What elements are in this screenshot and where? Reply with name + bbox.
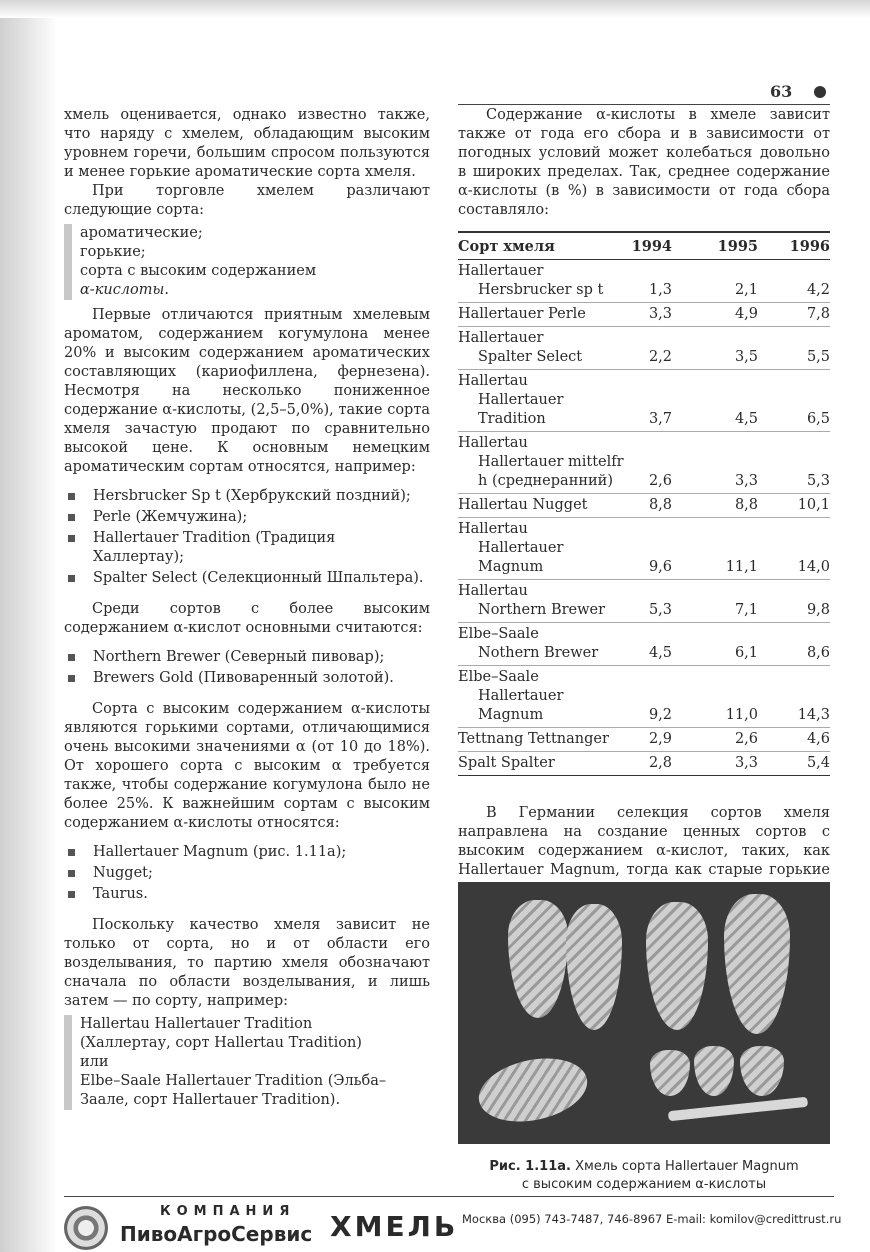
table-body xyxy=(458,260,830,776)
footer-company-name: ПивоАгроСервис xyxy=(120,1222,313,1246)
left-paragraph-5: Сорта с высоким содержанием α-кислоты являются горькими сортами, отличающимися очень высокими значениями α (от 10 до 18%). От хорошего сорта с высоким α требуется также, чтобы содержание когумулона было не более 25%. К важнейшим сортам с высоким содержанием α-кислоты относятся: xyxy=(64,701,430,831)
value-cell: 2,9 xyxy=(626,728,672,752)
figure-label: Рис. 1.11а. xyxy=(489,1159,571,1174)
value-cell: 9,8 xyxy=(758,580,830,623)
table-row xyxy=(458,432,830,494)
region-label: Hallertauer xyxy=(458,330,544,346)
list-item: Northern Brewer (Северный пивовар); xyxy=(64,648,430,667)
value-cell: 5,4 xyxy=(758,752,830,776)
value-cell: 2,6 xyxy=(672,728,758,752)
example-line: Elbe–Saale Hallertauer Tradition (Эльба–Заале, сорт Hallertauer Tradition). xyxy=(80,1073,387,1108)
bullet-square-icon xyxy=(68,891,75,898)
table-row xyxy=(458,623,830,666)
value-cell: 4,5 xyxy=(626,623,672,666)
hop-types-box xyxy=(64,224,430,300)
hop-bract-image xyxy=(650,1050,690,1096)
right-paragraph-2: В Германии селекция сортов хмеля направлена на создание ценных сортов с высоким содержанием α-кислот, таких, как Hallertauer Magnum, тогда как старые горькие xyxy=(458,805,830,878)
page-number-mark-icon xyxy=(814,86,826,98)
bullet-square-icon xyxy=(68,654,75,661)
region-label: Hallertau xyxy=(458,583,528,599)
value-cell: 6,1 xyxy=(672,623,758,666)
table-header-cell: 1996 xyxy=(758,232,830,260)
example-line: Hallertau Hallertauer Tradition xyxy=(80,1016,313,1032)
variety-label: Nothern Brewer xyxy=(478,645,599,661)
region-label: Elbe–Saale xyxy=(458,669,539,685)
value-cell: 3,3 xyxy=(672,432,758,494)
high-alpha-list xyxy=(64,648,430,688)
table-row xyxy=(458,752,830,776)
example-box xyxy=(64,1015,430,1110)
value-cell: 5,5 xyxy=(758,327,830,370)
hop-cone-image xyxy=(566,904,622,1030)
variety-label: Hallertauer Perle xyxy=(458,306,586,322)
table-header-cell: 1995 xyxy=(672,232,758,260)
value-cell: 3,3 xyxy=(672,752,758,776)
page-number: 63 xyxy=(770,82,793,101)
variety-cell xyxy=(458,666,626,728)
left-paragraph-1: хмель оценивается, однако известно также, что наряду с хмелем, обладающим высоким уровнем горечи, большим спросом пользуются и менее горькие ароматические сорта хмеля. xyxy=(64,107,430,180)
value-cell: 2,6 xyxy=(626,432,672,494)
variety-label: Hersbrucker sp t xyxy=(478,282,604,298)
value-cell: 5,3 xyxy=(626,580,672,623)
bullet-square-icon xyxy=(68,535,75,542)
value-cell: 11,1 xyxy=(672,518,758,580)
table-row xyxy=(458,666,830,728)
region-label: Hallertau xyxy=(458,521,528,537)
list-item: Hersbrucker Sp t (Хербрукский поздний); xyxy=(64,487,430,506)
hop-cones-photo xyxy=(458,882,830,1144)
variety-label: Spalt Spalter xyxy=(458,755,555,771)
variety-cell xyxy=(458,327,626,370)
variety-cell xyxy=(458,752,626,776)
hop-type-item: горькие; xyxy=(80,244,146,260)
left-column xyxy=(64,106,430,1116)
bullet-square-icon xyxy=(68,493,75,500)
hop-type-item: ароматические; xyxy=(80,225,203,241)
table-row xyxy=(458,327,830,370)
value-cell: 14,0 xyxy=(758,518,830,580)
table-row xyxy=(458,370,830,432)
table-row xyxy=(458,518,830,580)
value-cell: 2,8 xyxy=(626,752,672,776)
value-cell: 4,6 xyxy=(758,728,830,752)
variety-cell xyxy=(458,728,626,752)
variety-cell xyxy=(458,260,626,303)
list-item: Taurus. xyxy=(64,885,430,904)
hop-bract-image xyxy=(694,1046,734,1096)
hop-type-item: α-кислоты. xyxy=(80,282,169,298)
list-item: Perle (Жемчужина); xyxy=(64,508,430,527)
right-paragraph-1: Содержание α-кислоты в хмеле зависит также от года его сбора и в зависимости от погодных условий может колебаться довольно в широких пределах. Так, среднее содержание α-кислоты (в %) в зависимости от года сбора составляло: xyxy=(458,107,830,218)
table-row xyxy=(458,303,830,327)
bullet-square-icon xyxy=(68,849,75,856)
hop-bract-image xyxy=(740,1046,784,1096)
table-header-cell: 1994 xyxy=(626,232,672,260)
variety-cell xyxy=(458,580,626,623)
value-cell: 4,2 xyxy=(758,260,830,303)
page-top-shadow xyxy=(0,0,870,18)
bullet-square-icon xyxy=(68,575,75,582)
region-label: Hallertau xyxy=(458,435,528,451)
footer-contact: Москва (095) 743-7487, 746-8967 E-mail: komilov@credittrust.ru xyxy=(462,1212,842,1226)
value-cell: 8,6 xyxy=(758,623,830,666)
table-header-cell: Сорт хмеля xyxy=(458,232,626,260)
footer-section-title: ХМЕЛЬ xyxy=(330,1210,459,1243)
left-paragraph-4: Среди сортов с более высоким содержанием α-кислот основными считаются: xyxy=(64,601,430,636)
variety-cell xyxy=(458,623,626,666)
alpha-acid-table xyxy=(458,231,830,776)
value-cell: 2,2 xyxy=(626,327,672,370)
value-cell: 5,3 xyxy=(758,432,830,494)
example-line: (Халлертау, сорт Hallertau Tradition) xyxy=(80,1035,362,1051)
left-paragraph-2: При торговле хмелем различают следующие сорта: xyxy=(64,183,430,218)
variety-label: Hallertauer Magnum xyxy=(478,540,564,575)
bullet-square-icon xyxy=(68,514,75,521)
variety-label: Hallertauer mittelfr h (среднеранний) xyxy=(478,454,624,489)
list-item: Spalter Select (Селекционный Шпальтера). xyxy=(64,569,430,588)
figure-caption xyxy=(458,1158,830,1194)
example-line: или xyxy=(80,1054,109,1070)
variety-label: Hallertauer Magnum xyxy=(478,688,564,723)
variety-cell xyxy=(458,494,626,518)
value-cell: 3,7 xyxy=(626,370,672,432)
variety-cell xyxy=(458,370,626,432)
value-cell: 9,2 xyxy=(626,666,672,728)
list-item: Hallertauer Magnum (рис. 1.11а); xyxy=(64,843,430,862)
variety-label: Hallertau Nugget xyxy=(458,497,588,513)
value-cell: 2,1 xyxy=(672,260,758,303)
value-cell: 9,6 xyxy=(626,518,672,580)
variety-label: Hallertauer Tradition xyxy=(478,392,564,427)
figure-caption-line-2: с высоким содержанием α-кислоты xyxy=(521,1177,767,1192)
list-item: Brewers Gold (Пивоваренный золотой). xyxy=(64,669,430,688)
value-cell: 1,3 xyxy=(626,260,672,303)
footer-company-word: КОМПАНИЯ xyxy=(160,1204,296,1219)
value-cell: 7,8 xyxy=(758,303,830,327)
company-logo-icon xyxy=(64,1206,108,1250)
footer-rule xyxy=(64,1196,834,1197)
hop-cone-image xyxy=(646,902,708,1030)
variety-cell xyxy=(458,303,626,327)
bullet-square-icon xyxy=(68,870,75,877)
value-cell: 8,8 xyxy=(626,494,672,518)
hop-stem-image xyxy=(668,1097,808,1122)
value-cell: 3,3 xyxy=(626,303,672,327)
value-cell: 8,8 xyxy=(672,494,758,518)
page-gutter-shadow xyxy=(0,0,58,1252)
variety-label: Northern Brewer xyxy=(478,602,606,618)
value-cell: 4,5 xyxy=(672,370,758,432)
variety-cell xyxy=(458,518,626,580)
value-cell: 11,0 xyxy=(672,666,758,728)
variety-label: Tettnang Tettnanger xyxy=(458,731,609,747)
table-row xyxy=(458,494,830,518)
bullet-square-icon xyxy=(68,675,75,682)
value-cell: 3,5 xyxy=(672,327,758,370)
header-rule xyxy=(458,104,830,105)
table-row xyxy=(458,580,830,623)
list-item: Nugget; xyxy=(64,864,430,883)
hop-cone-image xyxy=(508,900,568,1018)
region-label: Elbe–Saale xyxy=(458,626,539,642)
value-cell: 6,5 xyxy=(758,370,830,432)
aroma-varieties-list xyxy=(64,487,430,588)
variety-cell xyxy=(458,432,626,494)
value-cell: 10,1 xyxy=(758,494,830,518)
table-row xyxy=(458,260,830,303)
left-paragraph-6: Поскольку качество хмеля зависит не только от сорта, но и от области его возделывания, то партию хмеля обозначают сначала по области возделывания, и лишь затем — по сорту, например: xyxy=(64,917,430,1009)
region-label: Hallertau xyxy=(458,373,528,389)
figure-caption-text: Хмель сорта Hallertauer Magnum xyxy=(575,1159,799,1174)
value-cell: 7,1 xyxy=(672,580,758,623)
region-label: Hallertauer xyxy=(458,263,544,279)
variety-label: Spalter Select xyxy=(478,349,583,365)
list-item: Hallertauer Tradition (Традиция Халлертау); xyxy=(64,529,430,567)
left-paragraph-3: Первые отличаются приятным хмелевым ароматом, содержанием когумулона менее 20% и высоким содержанием ароматических составляющих (кариофиллена, фернезена). Несмотря на несколько пониженное содержание α-кислоты, (2,5–5,0%), такие сорта хмеля зачастую продают по сравнительно высокой цене. К основным немецким ароматическим сортам относятся, например: xyxy=(64,307,430,475)
bitter-varieties-list xyxy=(64,843,430,904)
hop-cone-cut-image xyxy=(473,1049,593,1131)
hop-type-item: сорта с высоким содержанием xyxy=(80,263,317,279)
table-header-row xyxy=(458,232,830,260)
right-column xyxy=(458,106,830,899)
value-cell: 4,9 xyxy=(672,303,758,327)
value-cell: 14,3 xyxy=(758,666,830,728)
hop-cone-image xyxy=(724,894,790,1034)
table-row xyxy=(458,728,830,752)
